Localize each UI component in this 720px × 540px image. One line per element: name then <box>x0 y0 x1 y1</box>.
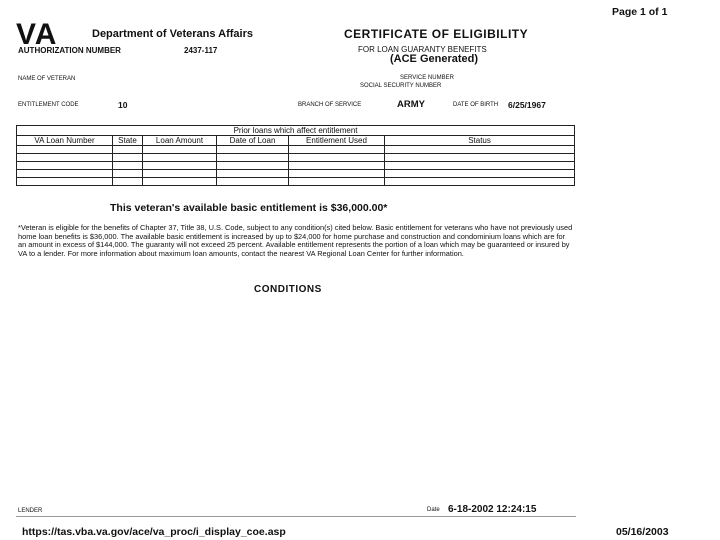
ssn-label: SOCIAL SECURITY NUMBER <box>360 83 442 89</box>
prior-loans-caption: Prior loans which affect entitlement <box>17 126 575 136</box>
table-row <box>17 162 575 170</box>
department-name: Department of Veterans Affairs <box>92 28 253 40</box>
table-row <box>17 170 575 178</box>
prior-loans-table <box>16 125 575 186</box>
dob-label: DATE OF BIRTH <box>453 102 499 108</box>
authorization-label: AUTHORIZATION NUMBER <box>18 46 121 55</box>
branch-value: ARMY <box>397 99 425 110</box>
source-url[interactable]: https://tas.vba.va.gov/ace/va_proc/i_display_coe.asp <box>22 526 286 538</box>
date-label: Date <box>427 507 440 513</box>
authorization-number: 2437-117 <box>184 46 218 55</box>
entitlement-code-value: 10 <box>118 100 128 110</box>
table-row <box>17 178 575 186</box>
column-header: Entitlement Used <box>289 136 385 146</box>
footer-divider <box>16 516 576 517</box>
va-logo: VA <box>16 18 58 51</box>
eligibility-explanation: *Veteran is eligible for the benefits of Chapter 37, Title 38, U.S. Code, subject to any condition(s) cited below. Basic entitlement for veterans who have not previously used home loan benefits is $36,000. The available basic entitlement is increased by up to $24,000 for home purchase and construction and condominium loans which are for an amount in excess of $144,000. The guaranty will not exceed 25 percent. Available entitlement represents the portion of a loan which may be guaranteed or insured by VA to a lender. For more information about maximum loan amounts, contact the nearest VA Regional Loan Center for further information. <box>18 223 573 259</box>
certificate-subtitle: FOR LOAN GUARANTY BENEFITS <box>358 45 487 54</box>
print-date: 05/16/2003 <box>616 526 669 538</box>
ace-generated-label: (ACE Generated) <box>390 53 479 65</box>
table-row <box>17 154 575 162</box>
basic-entitlement-statement: This veteran's available basic entitlement is $36,000.00* <box>110 202 388 214</box>
column-header: State <box>113 136 143 146</box>
column-header: Date of Loan <box>217 136 289 146</box>
service-number-label: SERVICE NUMBER <box>400 75 454 81</box>
veteran-name-label: NAME OF VETERAN <box>18 76 76 82</box>
dob-value: 6/25/1967 <box>508 100 546 110</box>
certificate-title: CERTIFICATE OF ELIGIBILITY <box>344 27 529 41</box>
column-header: Status <box>385 136 575 146</box>
issue-date-value: 6-18-2002 12:24:15 <box>448 504 537 515</box>
conditions-heading: CONDITIONS <box>254 284 322 295</box>
column-header: Loan Amount <box>143 136 217 146</box>
table-row <box>17 146 575 154</box>
branch-label: BRANCH OF SERVICE <box>298 102 362 108</box>
column-header: VA Loan Number <box>17 136 113 146</box>
entitlement-code-label: ENTITLEMENT CODE <box>18 102 79 108</box>
page-number: Page 1 of 1 <box>612 6 668 18</box>
lender-label: LENDER <box>18 508 43 514</box>
